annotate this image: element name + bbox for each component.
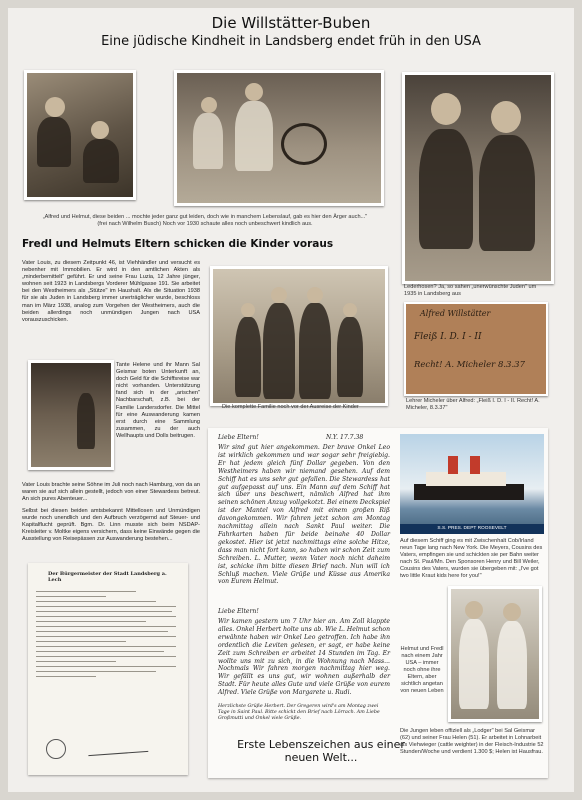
caption-usa-boys: Helmut und Fredl nach einem Jahr USA – immer noch ohne ihre Eltern, aber sichtlich angetan von neuen Leben <box>400 646 444 694</box>
document-header: Der Bürgermeister der Stadt Landsberg a. Lech <box>48 571 167 583</box>
letter-postscript: Herzlichste Grüße Herbert. Der Gregeren wird's am Montag zwei Tage in Saint Paul. Bitte schickt den Brief nach Lörrach. Am Liebe Großmutti und Onkel viele Grüße. <box>218 704 380 721</box>
caption-top-photos: „Alfred und Helmut, diese beiden ... mochte jeder ganz gut leiden, doch wie in manchem Lebenslauf, gab es hier den Ärger auch..." (frei nach Wilhelm Busch) Noch vor 1930 schaute alles noch unbeschwert kindlich aus. <box>42 214 368 227</box>
letter-body-alfred: Wir kamen gestern um 7 Uhr hier an. Am Zoll klappte alles. Onkel Herbert holte uns ab. Wie L. Helmut schon erwähnte haben wir Onkel Leo getroffen. Ich habe ihn ordentlich die Leviten gelesen, er sagt, er habe keine Zeit zum Schreiben er arbeitet 14 Stunden im Tag. Er wollte uns mit zu sich, in die Wohnung nach Mass... Nochmals Wir fahren morgen nachmittag hier weg. Wir gefällt es uns gut, wir wohnen außerhalb der Stadt. Für heute alles Gute und viele Grüße von eurem Alfred. Viele Grüße von Margarete u. Rudi. <box>218 618 390 697</box>
paragraph-moltke: Selbst bei diesen beiden amtsbekannt Mittellosen und Unmündigen wurde noch unendlich und den Aufbruch verzögernd auf Steuer- und Kapitalflucht geprüft. Bgm. Dr. Linn musste sich beim NSDAP-Kreisleiter v. Moltke eigens versichern, dass keine Einwände gegen die Ausstellung von Reisepässen zur Auswanderung bestehen... <box>22 508 200 543</box>
caption-teacher: Lehrer Micheler über Alfred: „Fleiß I. D. I - II. Recht! A. Micheler, 8.3.37" <box>406 398 540 411</box>
photo-ship-postcard <box>400 434 544 534</box>
page-title: Die Willstätter-Buben <box>211 14 371 32</box>
letter-date: N.Y. 17.7.38 <box>326 434 364 441</box>
photo-lederhosen-boys <box>402 72 554 284</box>
photo-child-street <box>28 360 114 470</box>
ship-banner: S.S. PRES. DEPT ROOSEVELT <box>400 524 544 534</box>
caption-family: Die komplette Familie noch vor der Ausreise der Kinder <box>222 404 359 410</box>
paragraph-aunt-helene: Tante Helene und ihr Mann Sal Geismar boten Unterkunft an, doch Geld für die Schiffsreise war nicht vorhanden. Unterstützung fand sich in der „arischen" Nachbarschaft, z.B. bei der Familie Landersdorfer. Die Mittel für eine Auswanderung kamen erst durch eine Sammlung zusammen, zu der auch Wellhaupts und Dolls beitrugen. <box>116 362 200 439</box>
slogan: Erste Lebenszeichen aus einer neuen Welt... <box>237 738 405 764</box>
letter-body-helmut: Wir sind gut hier angekommen. Der brave Onkel Leo ist wirklich gekommen und war sogar sehr freigiebig. Er hat jedem gleich fünf Dollar gegeben. Von den Westheimers haben wir niemand gesehen. Auf dem Schiff hat es uns sehr gut gefallen. Die Stewardess hat gut aufgepasst auf uns. Ein Mann auf dem Schiff hat sich über uns beschwert, nämlich Alfred hat ihm seinen schönen Anzug vollgekotzt. Bei einem Deckspiel ist der Mantel von Alfred mit einem großen Riß davongekommen. Wir fahren jetzt schon am Montag nachmittag allein nach Sankt Paul weiter. Die Fahrkarten haben für beide beinahe 40 Dollar gekostet. Hier ist jetzt nachmittags eine solche Hitze, dass man nicht fort kann, so haben wir schon Zeit zum Schreiben. L. Mutter, wenn Vater noch nicht daheim ist, schicke ihm bitte diesen Brief nach. Nun will ich Schluß machen. Viele Grüße und Küsse aus Amerika von Eurem Helmut. <box>218 444 390 586</box>
paragraph-father-louis: Vater Louis, zu diesem Zeitpunkt 46, ist Viehhändler und versucht es nebenher mit Immobilien. Er wird in den amtlichen Akten als „minderbemittelt" geführt. Er und seine Frau Luzia, 12 Jahre jünger, wohnen seit 1923 in Landsbergs Vorderer Mühlgasse 191. Sie arbeitet bei den Westheimers als „Stütze" im Haushalt. Als die Situation 1938 für sie als Juden in Landsberg immer unerträglicher wurde, beschloss man im März 1938, analog zum Vorgehen der Westheimers, auch die beiden allerdings noch unmündigen Jungen nach USA vorauszuschicken. <box>22 260 200 323</box>
letter-panel <box>208 428 548 778</box>
paragraph-hamburg: Vater Louis brachte seine Söhne im Juli noch nach Hamburg, von da an waren sie auf sich allein gestellt, jedoch von einer Stewardess betreut. An sich pures Abenteuer... <box>22 482 200 503</box>
photo-boys-with-pram <box>174 70 384 206</box>
caption-ship: Auf diesem Schiff ging es mit Zwischenhalt Cob/Irland neun Tage lang nach New York. Die Meyers, Cousins des Vaters, empfingen sie und schickten sie per Bahn weiter nach St. Paul/Mn. Den Sponsoren Henry und Bill Weiler, Cousins des Vaters, wurden sie übergeben mit: „I've got two little Kraut kids here for you!" <box>400 538 543 579</box>
photo-handwritten-note <box>404 302 548 396</box>
photo-family <box>210 266 388 406</box>
letter-salutation-2: Liebe Eltern! <box>218 608 259 615</box>
page-subtitle: Eine jüdische Kindheit in Landsberg endet früh in den USA <box>101 34 481 49</box>
note-line-1: Alfred Willstätter <box>420 309 491 318</box>
caption-lederhosen: Lederhosen? Ja, so sahen „unerwünschte Juden" um 1935 in Landsberg aus <box>404 284 537 297</box>
official-document <box>28 563 188 775</box>
note-line-2: Fleiß I. D. I - II <box>414 332 482 342</box>
note-line-3: Recht! A. Micheler 8.3.37 <box>414 360 525 370</box>
letter-salutation: Liebe Eltern! <box>218 434 259 441</box>
exhibit-board <box>8 8 574 792</box>
section-heading: Fredl und Helmuts Eltern schicken die Kinder voraus <box>22 238 334 250</box>
photo-boys-usa <box>448 586 542 722</box>
photo-children-sitting <box>24 70 136 200</box>
caption-lodger: Die Jungen leben offiziell als „Lodger" bei Sal Geismar (62) und seiner Frau Helen (51). Er arbeitet in Lohnarbeit als Viehwieger (cattle weighter) in der Fleisch-Industrie 52 Stunden/Woche und verdient 1.300 $; Helen ist Hausfrau. <box>400 728 544 755</box>
